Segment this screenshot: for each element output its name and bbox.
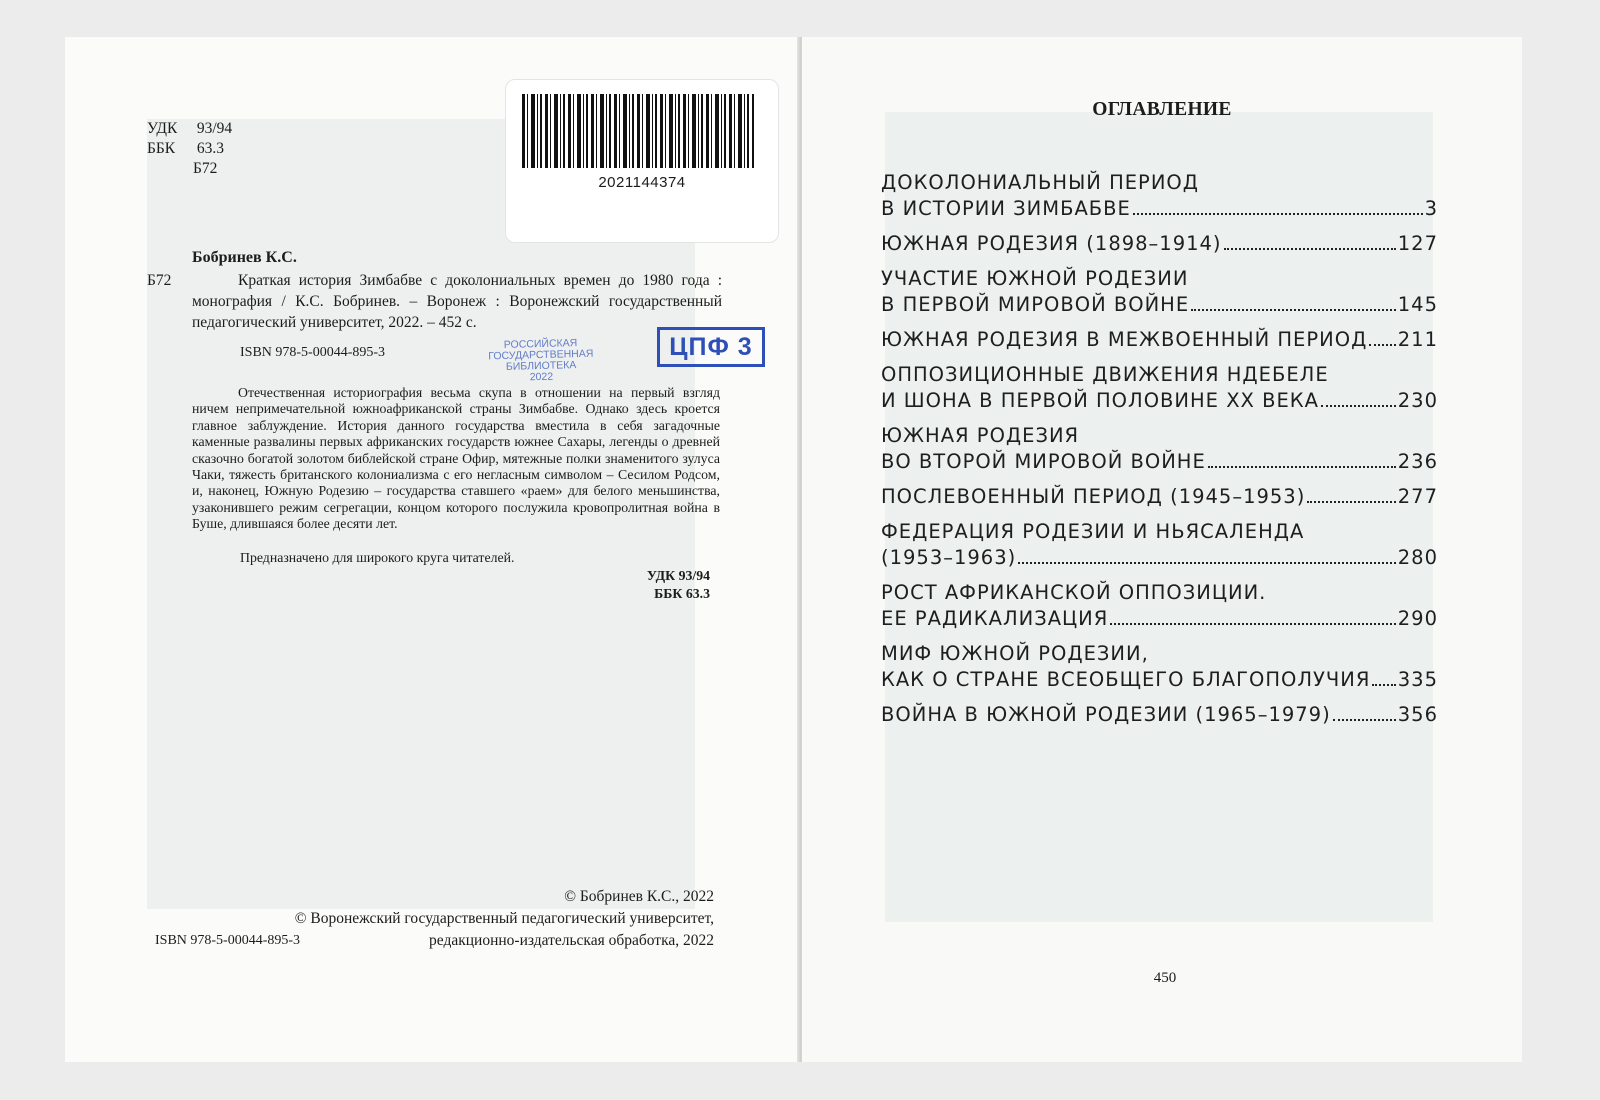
toc-entry: [881, 580, 1438, 632]
toc-entry-title-line: ОППОЗИЦИОННЫЕ ДВИЖЕНИЯ НДЕБЕЛЕ: [881, 363, 1329, 386]
toc-entry-title-line: В ПЕРВОЙ МИРОВОЙ ВОЙНЕ: [881, 293, 1190, 316]
toc-entry-row: [881, 231, 1438, 257]
toc-entry-title-line: ВО ВТОРОЙ МИРОВОЙ ВОЙНЕ: [881, 450, 1206, 473]
toc-entry-title-line: ЮЖНАЯ РОДЕЗИЯ В МЕЖВОЕННЫЙ ПЕРИОД: [881, 328, 1368, 351]
toc-entry-title-line: МИФ ЮЖНОЙ РОДЕЗИИ,: [881, 642, 1149, 665]
toc-entry-title-line: В ИСТОРИИ ЗИМБАБВЕ: [881, 197, 1131, 220]
toc-page-number: 335: [1397, 668, 1438, 691]
toc-entry-title-line: ФЕДЕРАЦИЯ РОДЕЗИИ И НЬЯСАЛЕНДА: [881, 520, 1305, 543]
dot-leader: [1191, 309, 1396, 311]
barcode-number: 2021144374: [598, 174, 686, 191]
udk-value: 93/94: [196, 120, 233, 137]
dot-leader: [1372, 684, 1395, 686]
toc-entry: [881, 702, 1438, 728]
toc-entry-title-line: РОСТ АФРИКАНСКОЙ ОППОЗИЦИИ.: [881, 581, 1267, 604]
toc-page-number: 356: [1397, 703, 1438, 726]
bbk-value: 63.3: [196, 140, 224, 157]
toc-entry-title-line: ЕЕ РАДИКАЛИЗАЦИЯ: [881, 607, 1109, 630]
audience-note: Предназначено для широкого круга читателей.: [240, 550, 515, 565]
dot-leader: [1208, 466, 1396, 468]
toc-entry: [881, 484, 1438, 510]
toc-entry-title-line: ВОЙНА В ЮЖНОЙ РОДЕЗИИ (1965–1979): [881, 703, 1331, 726]
author-name: Бобринев К.С.: [192, 249, 297, 266]
toc-entry-row: [881, 606, 1438, 632]
isbn-top: ISBN 978-5-00044-895-3: [240, 345, 386, 360]
dot-leader: [1224, 248, 1396, 250]
toc-entry-title-line: И ШОНА В ПЕРВОЙ ПОЛОВИНЕ XX ВЕКА: [881, 389, 1319, 412]
library-stamp-line: БИБЛИОТЕКА: [505, 359, 577, 373]
toc-page-number: 280: [1397, 546, 1438, 569]
dot-leader: [1018, 562, 1396, 564]
isbn-bottom: ISBN 978-5-00044-895-3: [155, 933, 301, 948]
toc-entry-row: [881, 545, 1438, 571]
toc-page-number: 230: [1397, 389, 1438, 412]
bibliographic-description: Краткая история Зимбабве с доколониальных времен до 1980 года : монография / К.С. Бобринев. – Воронеж : Воронежский государственный педагогический университет, 2022. – 452 с.: [192, 272, 722, 331]
toc-entry: [881, 266, 1438, 318]
library-stamp-line: 2022: [529, 370, 554, 384]
udk-bbk-right: [585, 567, 710, 603]
dot-leader: [1110, 623, 1395, 625]
toc-entry-row: [881, 449, 1438, 475]
copyright-block: [147, 886, 714, 952]
dot-leader: [1321, 405, 1396, 407]
toc-entry: [881, 170, 1438, 222]
toc-entry-title-line: УЧАСТИЕ ЮЖНОЙ РОДЕЗИИ: [881, 267, 1189, 290]
toc-entry-row: [881, 292, 1438, 318]
toc-title: ОГЛАВЛЕНИЕ: [1092, 99, 1232, 120]
table-of-contents: [881, 170, 1438, 737]
udk-label: УДК: [147, 120, 178, 137]
barcode-icon: [522, 94, 754, 168]
bib-code: Б72: [147, 272, 172, 289]
toc-entry-title-line: ДОКОЛОНИАЛЬНЫЙ ПЕРИОД: [881, 171, 1199, 194]
dot-leader: [1369, 344, 1395, 346]
toc-entry-title-line: ЮЖНАЯ РОДЕЗИЯ: [881, 424, 1080, 447]
bbk-label: ББК: [147, 140, 176, 157]
toc-entry-row: [881, 484, 1438, 510]
copyright-author: © Бобринев К.С., 2022: [564, 888, 714, 905]
toc-page-number: 127: [1397, 232, 1438, 255]
bbk-right-line: ББК 63.3: [654, 586, 710, 601]
toc-entry-title-line: ЮЖНАЯ РОДЕЗИЯ (1898–1914): [881, 232, 1222, 255]
toc-entry-row: [881, 388, 1438, 414]
toc-entry: [881, 423, 1438, 475]
toc-page-number: 3: [1424, 197, 1438, 220]
toc-entry: [881, 519, 1438, 571]
dot-leader: [1333, 719, 1396, 721]
copyright-university: © Воронежский государственный педагогический университет,: [294, 910, 714, 927]
dot-leader: [1307, 501, 1395, 503]
library-stamp-line: РОССИЙСКАЯ: [503, 337, 578, 351]
toc-page-number: 211: [1397, 328, 1438, 351]
toc-entry-row: [881, 702, 1438, 728]
toc-entry-row: [881, 667, 1438, 693]
library-stamp-line: ГОСУДАРСТВЕННАЯ: [488, 347, 594, 363]
author-code: Б72: [193, 160, 218, 177]
toc-entry: [881, 327, 1438, 353]
toc-entry: [881, 231, 1438, 257]
toc-entry: [881, 362, 1438, 414]
abstract-text: Отечественная историография весьма скупа в отношении на первый взгляд ничем непримечательной южноафриканской страны Зимбабве. Однако здесь кроется главное заблуждение. История данного государства вместила в себя загадочные каменные развалины первых африканских государств южнее Сахары, легенды о древней сказочно богатой золотом библейской стране Офир, мятежные полки знаменитого зулуса Чаки, тяжесть британского колониализма с его негласным символом – Сесилом Родсом, и, наконец, Южную Родезию – государства ставшего «раем» для белого меньшинства, узаконившего режим сегрегации, концом которого послужила кровопролитная война в Буше, длившаяся более десяти лет.: [192, 385, 720, 532]
toc-page-number: 277: [1397, 485, 1438, 508]
dot-leader: [1133, 213, 1423, 215]
udk-right-line: УДК 93/94: [646, 568, 710, 583]
copyright-editorial: редакционно-издательская обработка, 2022: [429, 932, 714, 949]
toc-page-number: 290: [1397, 607, 1438, 630]
toc-entry-row: [881, 327, 1438, 353]
toc-entry-title-line: КАК О СТРАНЕ ВСЕОБЩЕГО БЛАГОПОЛУЧИЯ: [881, 668, 1371, 691]
toc-entry-title-line: (1953–1963): [881, 546, 1017, 569]
toc-page-number: 145: [1397, 293, 1438, 316]
cpf-stamp: ЦПФ 3: [657, 327, 765, 367]
toc-entry: [881, 641, 1438, 693]
toc-entry-row: [881, 196, 1438, 222]
library-stamp: [470, 337, 611, 385]
classification-block: [147, 119, 232, 179]
barcode-sticker: [505, 79, 779, 243]
toc-page-number: 236: [1397, 450, 1438, 473]
page-number: 450: [1153, 970, 1177, 986]
toc-entry-title-line: ПОСЛЕВОЕННЫЙ ПЕРИОД (1945–1953): [881, 485, 1306, 508]
